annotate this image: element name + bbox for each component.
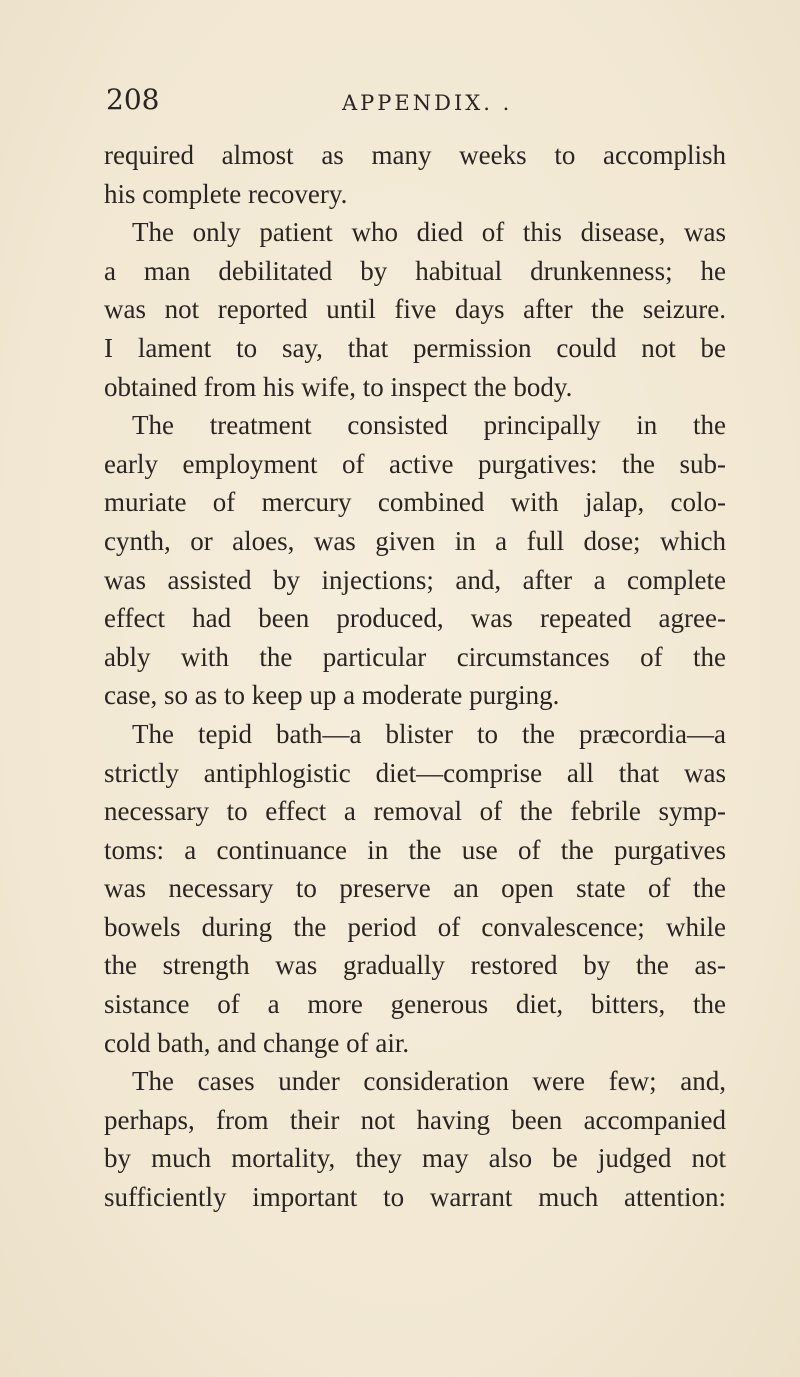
text-line: I lament to say, that permission could not be	[104, 332, 726, 363]
text-line: case, so as to keep up a moderate purging.	[104, 680, 560, 711]
text-line: early employment of active purgatives: the sub-	[104, 448, 726, 479]
body-text	[104, 136, 726, 1217]
paragraph	[104, 136, 726, 213]
text-line: sistance of a more generous diet, bitters, the	[104, 989, 726, 1020]
page-number: 208	[106, 83, 160, 116]
text-line: necessary to effect a removal of the febrile symp-	[104, 796, 726, 827]
text-line: ably with the particular circumstances of the	[104, 641, 726, 672]
running-head: APPENDIX. .	[342, 91, 513, 115]
text-line: cold bath, and change of air.	[104, 1027, 410, 1058]
text-line: toms: a continuance in the use of the purgatives	[104, 834, 726, 865]
text-line: required almost as many weeks to accomplish	[104, 140, 726, 170]
text-line: The only patient who died of this disease, was	[132, 217, 726, 248]
text-line: cynth, or aloes, was given in a full dose; which	[104, 525, 726, 556]
page-header	[106, 84, 726, 124]
text-line: bowels during the period of convalescence; while	[104, 911, 726, 942]
text-line: was assisted by injections; and, after a complete	[104, 564, 726, 595]
paragraph	[104, 406, 726, 715]
text-line: sufficiently important to warrant much attention:	[104, 1182, 726, 1213]
paragraph	[104, 715, 726, 1062]
text-line: by much mortality, they may also be judged not	[104, 1143, 726, 1174]
text-line: The treatment consisted principally in the	[132, 410, 726, 441]
text-line: The tepid bath—a blister to the præcordia—a	[132, 718, 726, 749]
text-line: the strength was gradually restored by the as-	[104, 950, 726, 981]
text-line: his complete recovery.	[104, 178, 348, 209]
text-line: effect had been produced, was repeated agree-	[104, 603, 726, 634]
paragraph	[104, 1062, 726, 1216]
text-line: was not reported until five days after the seizure.	[104, 294, 726, 325]
text-line: The cases under consideration were few; and,	[132, 1066, 726, 1097]
text-line: perhaps, from their not having been accompanied	[104, 1104, 726, 1135]
text-line: a man debilitated by habitual drunkenness; he	[104, 255, 726, 286]
text-line: was necessary to preserve an open state of the	[104, 873, 726, 904]
text-line: muriate of mercury combined with jalap, colo-	[104, 487, 726, 518]
text-line: obtained from his wife, to inspect the body.	[104, 371, 573, 402]
paragraph	[104, 213, 726, 406]
text-line: strictly antiphlogistic diet—comprise all that was	[104, 757, 726, 788]
